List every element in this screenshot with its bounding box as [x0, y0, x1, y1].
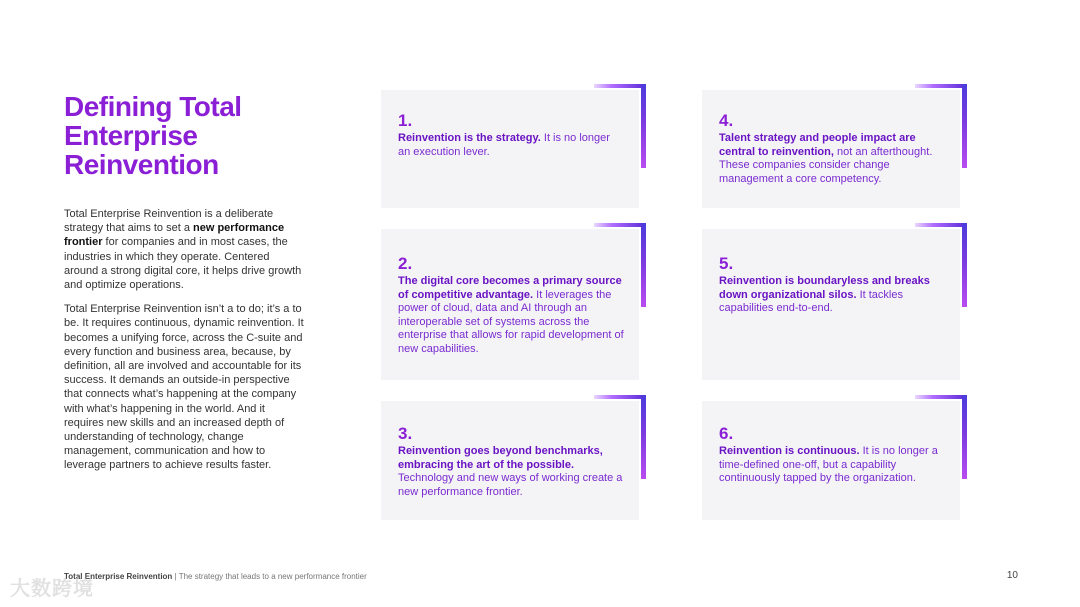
watermark: 大数跨境: [10, 578, 94, 600]
card-text: Technology and new ways of working create a new performance frontier.: [398, 472, 623, 498]
intro-text: [64, 207, 306, 483]
card-heading: The digital core becomes a primary source of competitive advantage.: [398, 275, 622, 301]
accent-bracket: [915, 223, 967, 307]
card-text: It is no longer an execution lever.: [398, 132, 610, 158]
card-body: [719, 275, 940, 316]
accent-bracket: [594, 223, 646, 307]
card-body: [398, 132, 625, 159]
card-heading: Reinvention goes beyond benchmarks, embracing the art of the possible.: [398, 445, 603, 471]
title-line-2: Enterprise: [64, 120, 198, 151]
card-text: It leverages the power of cloud, data and AI through an interoperable set of systems across the enterprise that allows for rapid development of new capabilities.: [398, 288, 624, 355]
accent-bracket: [915, 395, 967, 479]
card-body: [398, 445, 625, 499]
card-number: 2.: [398, 254, 413, 273]
page-title: [64, 92, 304, 179]
card-body: [719, 445, 940, 486]
card-number: 4.: [719, 111, 734, 130]
card-text: It is no longer a time-defined one-off, but a capability continuously tapped by the organization.: [719, 445, 938, 484]
card-number: 6.: [719, 424, 734, 443]
card-heading: Reinvention is boundaryless and breaks down organizational silos.: [719, 275, 930, 301]
intro-p1-text: Total Enterprise Reinvention is a deliberate strategy that aims to set a: [64, 208, 274, 235]
accent-bracket: [594, 395, 646, 479]
page-number: 10: [1006, 570, 1018, 581]
card-text: It tackles capabilities end-to-end.: [719, 288, 903, 314]
card-number: 3.: [398, 424, 413, 443]
card-number: 5.: [719, 254, 734, 273]
intro-p1-text-end: for companies and in most cases, the industries in which they operate. Centered around a strong digital core, it helps drive growth and optimize operations.: [64, 236, 302, 292]
card-number: 1.: [398, 111, 413, 130]
intro-paragraph-1: [64, 207, 306, 292]
card-body: [719, 132, 940, 186]
footer: [64, 572, 367, 581]
card-heading: Reinvention is continuous.: [719, 445, 860, 457]
card-heading: Reinvention is the strategy.: [398, 132, 541, 144]
footer-title: Total Enterprise Reinvention: [64, 572, 173, 581]
footer-subtitle: | The strategy that leads to a new performance frontier: [172, 572, 367, 581]
card-heading: Talent strategy and people impact are central to reinvention,: [719, 132, 916, 158]
title-line-1: Defining Total: [64, 91, 242, 122]
card-text: not an afterthought. These companies consider change management a core competency.: [719, 145, 933, 185]
accent-bracket: [594, 84, 646, 168]
intro-p1-bold: new performance frontier: [64, 222, 285, 249]
card-body: [398, 275, 625, 356]
intro-paragraph-2: Total Enterprise Reinvention isn’t a to do; it’s a to be. It requires continuous, dynamic reinvention. It becomes a unifying force, across the C-suite and every function and business area, because, by definition, all are involved and accountable for its success. It demands an outside-in perspective that connects what’s happening at the company with what’s happening in the world. And it requires new skills and an increased depth of understanding of technology, change management, communication and how to leverage partners to achieve results faster.: [64, 303, 304, 472]
accent-bracket: [915, 84, 967, 168]
title-line-3: Reinvention: [64, 149, 219, 180]
